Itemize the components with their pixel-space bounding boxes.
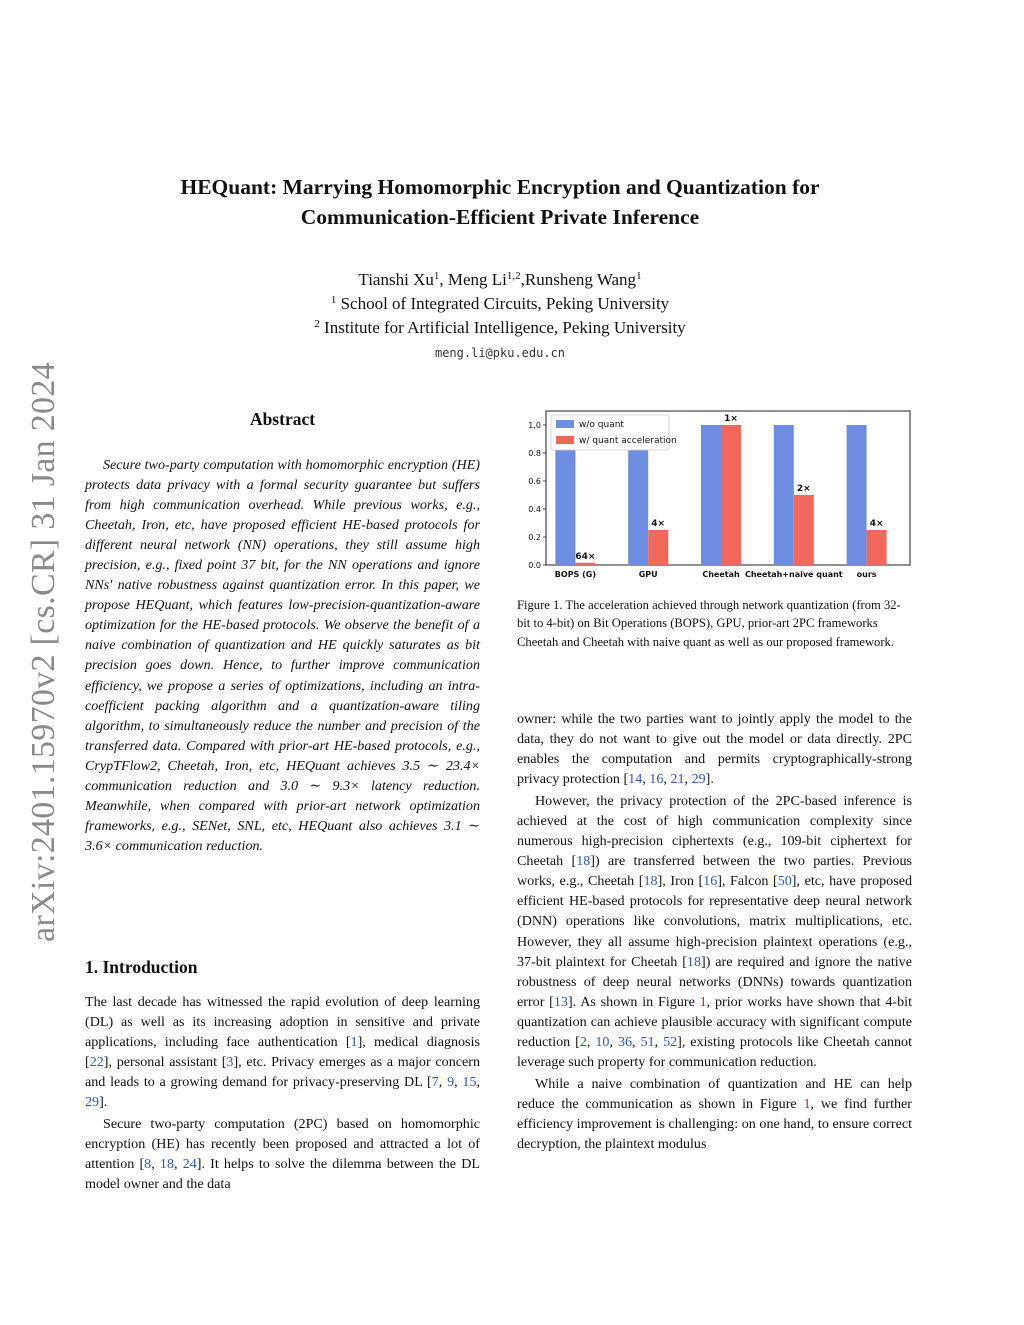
bar-w-quant	[648, 530, 668, 565]
citation-link[interactable]: 8	[144, 1156, 152, 1173]
citation-link[interactable]: 18	[643, 873, 658, 890]
x-tick-label: Cheetah+naive quant	[744, 570, 843, 579]
bar-w-quant	[575, 563, 595, 565]
right-paragraph-2: However, the privacy protection of the 2PC-based inference is achieved at the cost of high communication complexity since numerous high-precision ciphertexts (e.g., 109-bit ciphertext for Cheetah [18]) are transferred between the two parties. Previous works, e.g., Cheetah [18], Iron [16], Falcon [50], etc, have proposed efficient HE-based protocols for representative deep neural network (DNN) operations like convolutions, matrix multiplications, etc. However, they all assume high-precision plaintext operations (e.g., 37-bit plaintext for Cheetah [18]) are required and ignore the native robustness of deep neural networks (DNNs) towards quantization error [13]. As shown in Figure 1, prior works have shown that 4-bit quantization can achieve plausible accuracy with significant compute reduction [2, 10, 36, 51, 52], existing protocols like Cheetah cannot leverage such property for communication reduction.	[517, 793, 913, 1070]
figure-ref-link[interactable]: 1	[803, 1095, 811, 1112]
legend-label-w-quant: w/ quant acceleration	[579, 436, 677, 446]
x-tick-label: Cheetah	[702, 570, 740, 579]
bar-annotation: 2×	[796, 484, 811, 494]
citation-link[interactable]: 52	[663, 1033, 678, 1050]
bar-wo-quant	[701, 425, 721, 565]
author-names: Tianshi Xu$^1$, Meng Li$^{1,2}$,Runsheng Wang$^1$	[358, 270, 642, 289]
bar-wo-quant	[774, 425, 794, 565]
intro-paragraph-2: Secure two-party computation (2PC) based on homomorphic encryption (HE) has recently been proposed and attracted a lot of attention [8, 18, 24]. It helps to solve the dilemma between the DL model owner and the data	[85, 1116, 481, 1193]
title-line-1: HEQuant: Marrying Homomorphic Encryption and Quantization for	[180, 175, 820, 199]
citation-link[interactable]: 18	[159, 1156, 174, 1173]
citation-link[interactable]: 16	[649, 771, 664, 788]
abstract-heading: Abstract	[249, 409, 316, 429]
bar-annotation: 1×	[724, 414, 738, 424]
citation-link[interactable]: 21	[670, 771, 685, 788]
citation-link[interactable]: 14	[628, 771, 643, 788]
x-axis	[555, 570, 877, 579]
citation-link[interactable]: 22	[89, 1054, 104, 1071]
bar-w-quant	[867, 530, 887, 565]
y-tick-label: 0.8	[528, 449, 541, 458]
paper-title	[100, 172, 900, 232]
bar-w-quant	[794, 495, 814, 565]
citation-link[interactable]: 9	[447, 1074, 455, 1091]
arxiv-identifier	[20, 360, 68, 945]
figure-ref-link[interactable]: 1	[699, 993, 707, 1010]
right-column-body	[517, 709, 912, 1156]
citation-link[interactable]: 2	[579, 1033, 587, 1050]
citation-link[interactable]: 51	[640, 1033, 655, 1050]
bar-annotation: 4×	[869, 519, 884, 529]
abstract-body	[85, 455, 480, 856]
y-tick-label: 0.4	[528, 505, 541, 514]
y-tick-label: 0.2	[528, 533, 541, 542]
citation-link[interactable]: 50	[777, 873, 792, 890]
right-paragraph-1: owner: while the two parties want to jointly apply the model to the data, they do not want to give out the model or data directly. 2PC enables the computation and permits cryptographically-strong privacy protection [14, 16, 21, 29].	[517, 711, 912, 788]
right-paragraph-3: While a naive combination of quantization and HE can help reduce the communication as shown in Figure 1, we find further efficiency improvement is challenging: on one hand, to ensure correct decryption, the plaintext modulus	[517, 1075, 912, 1152]
intro-paragraph-1: The last decade has witnessed the rapid evolution of deep learning (DL) as well as its increasing adoption in sensitive and private applications, including face authentication [1], medical diagnosis [22], personal assistant [3], etc. Privacy emerges as a major concern and leads to a growing demand for privacy-preserving DL [7, 9, 15, 29].	[85, 994, 481, 1111]
citation-link[interactable]: 3	[226, 1054, 234, 1071]
legend	[551, 415, 677, 450]
citation-link[interactable]: 29	[85, 1094, 100, 1111]
affiliation-2: $^2$ Institute for Artificial Intelligence, Peking University	[314, 318, 686, 337]
bar-annotation: 64×	[575, 551, 596, 562]
citation-link[interactable]: 1	[350, 1034, 358, 1051]
contact-email[interactable]: meng.li@pku.edu.cn	[434, 346, 566, 360]
citation-link[interactable]: 18	[576, 853, 591, 870]
bar-w-quant	[721, 425, 741, 565]
citation-link[interactable]: 16	[703, 873, 718, 890]
bar-wo-quant	[847, 425, 867, 565]
y-axis	[528, 421, 546, 570]
citation-link[interactable]: 18	[686, 953, 701, 970]
citation-link[interactable]: 24	[182, 1156, 197, 1173]
author-block	[150, 268, 850, 340]
y-tick-label: 1.0	[528, 421, 541, 430]
y-tick-label: 0.6	[528, 477, 541, 486]
citation-link[interactable]: 7	[431, 1074, 439, 1091]
affiliation-1: $^1$ School of Integrated Circuits, Peking University	[330, 294, 670, 313]
figure-caption: Figure 1. The acceleration achieved through network quantization (from 32-bit to 4-bit) on Bit Operations (BOPS), GPU, prior-art 2PC frameworks Cheetah and Cheetah with naive quant as well as our proposed framework.	[517, 598, 901, 649]
abstract-text: Secure two-party computation with homomorphic encryption (HE) protects data privacy with a formal security guarantee but suffers from high communication overhead. While previous works, e.g., Cheetah, Iron, etc, have proposed efficient HE-based protocols for different neural network (NN) operations, they still assume high precision, e.g., fixed point 37 bit, for the NN operations and ignore NNs' native robustness against quantization error. In this paper, we propose HEQuant, which features low-precision-quantization-aware optimization for the HE-based protocols. We observe the benefit of a naive combination of quantization and HE quickly saturates as bit precision goes down. Hence, to further improve communication efficiency, we propose a series of optimizations, including an intra-coefficient packing algorithm and a quantization-aware tiling algorithm, to simultaneously reduce the number and precision of the transferred data. Compared with prior-art HE-based protocols, e.g., CrypTFlow2, Cheetah, Iron, etc, HEQuant achieves 3.5 ∼ 23.4× communication reduction and 3.0 ∼ 9.3× latency reduction. Meanwhile, when compared with prior-art network optimization frameworks, e.g., SENet, SNL, etc, HEQuant also achieves 3.1 ∼ 3.6× communication reduction.	[85, 457, 480, 854]
citation-link[interactable]: 15	[462, 1074, 477, 1091]
legend-swatch-wo-quant	[556, 420, 574, 428]
intro-heading: 1. Introduction	[85, 957, 198, 977]
y-tick-label: 0.0	[528, 561, 541, 570]
arxiv-id-text: arXiv:2401.15970v2 [cs.CR] 31 Jan 2024	[25, 362, 62, 942]
citation-link[interactable]: 36	[617, 1033, 633, 1050]
x-tick-label: ours	[856, 570, 877, 579]
citation-link[interactable]: 10	[595, 1033, 610, 1050]
citation-link[interactable]: 29	[691, 771, 706, 788]
legend-label-wo-quant: w/o quant	[579, 420, 624, 430]
intro-body	[85, 992, 480, 1196]
x-tick-label: BOPS (G)	[554, 570, 596, 579]
title-line-2: Communication-Efficient Private Inference	[300, 205, 700, 229]
figure-1-chart	[514, 405, 914, 585]
x-tick-label: GPU	[638, 570, 658, 579]
citation-link[interactable]: 13	[553, 993, 568, 1010]
bar-annotation: 4×	[651, 519, 666, 529]
legend-swatch-w-quant	[556, 436, 574, 444]
